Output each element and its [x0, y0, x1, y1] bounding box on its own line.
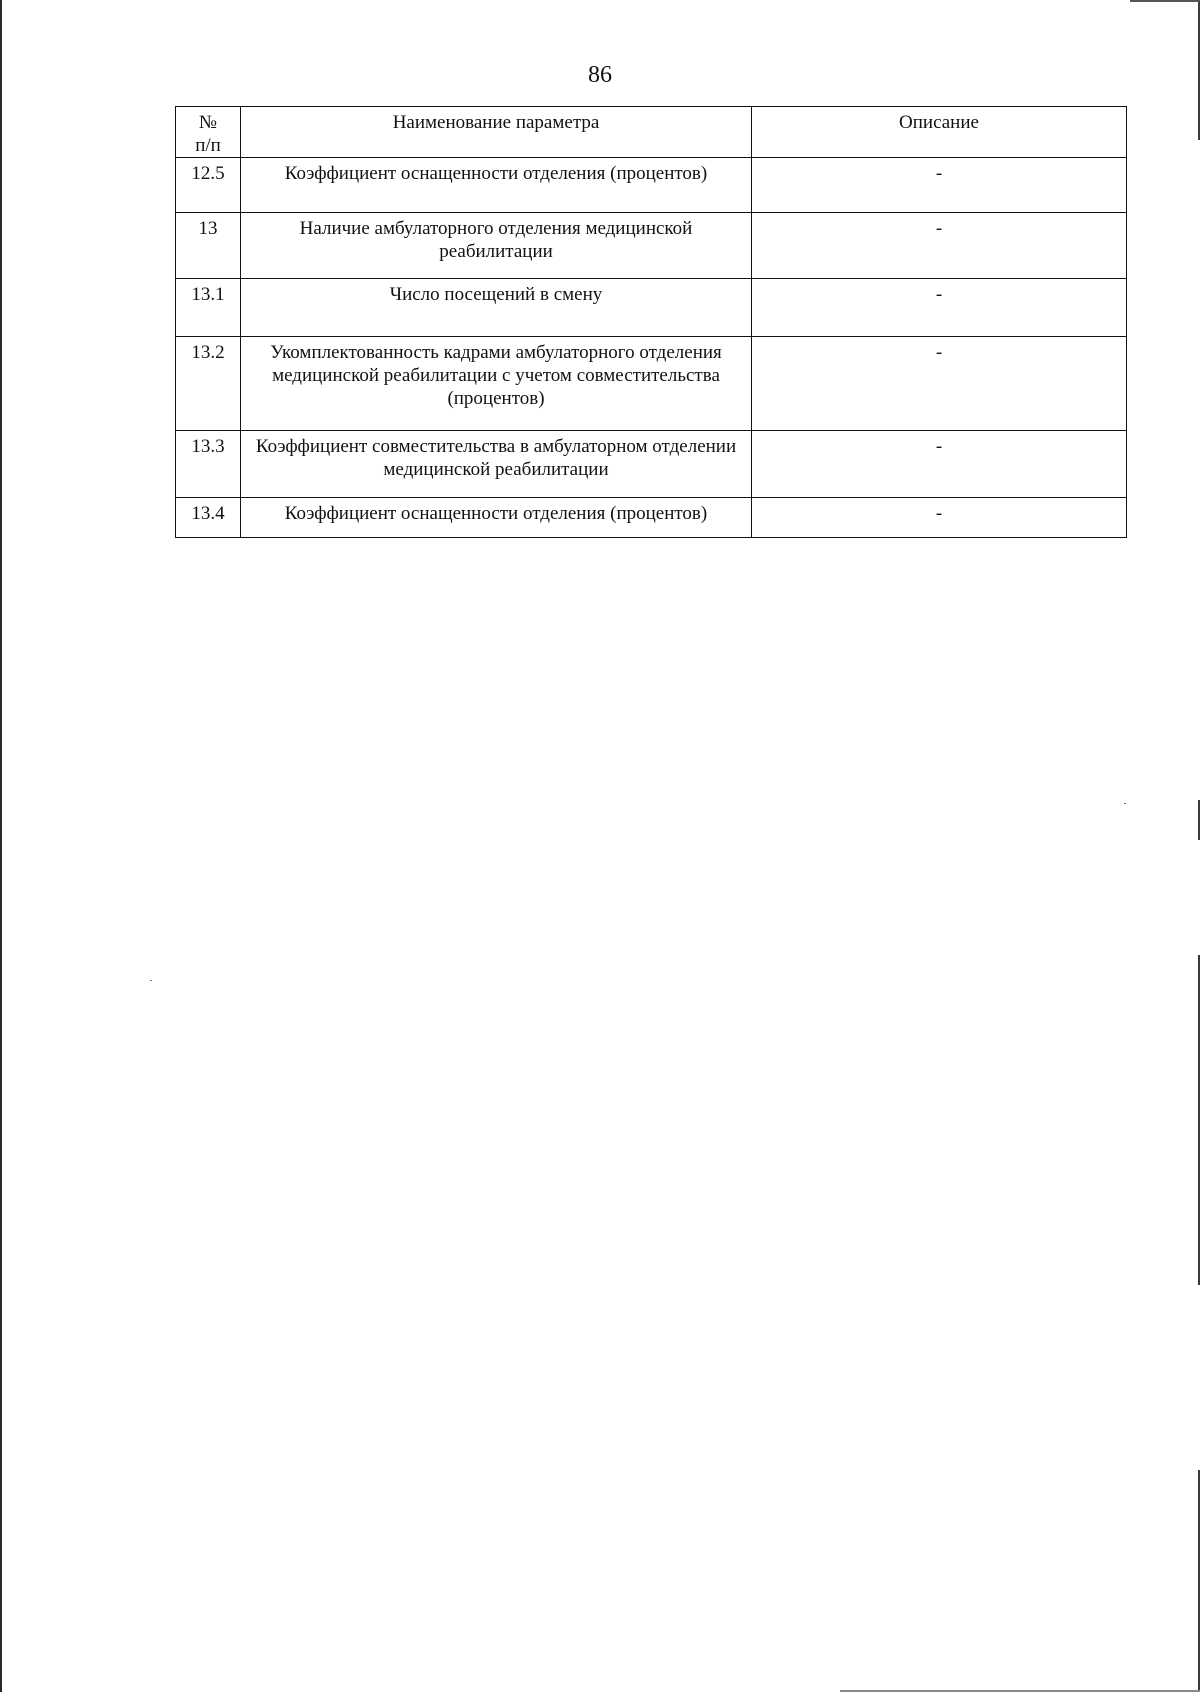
row-description: -: [752, 431, 1127, 498]
scan-speck: [150, 980, 152, 981]
row-description: -: [752, 337, 1127, 431]
table-row: [176, 431, 1127, 498]
header-number: № п/п: [176, 107, 241, 158]
row-description: -: [752, 498, 1127, 538]
header-description: Описание: [752, 107, 1127, 158]
row-name: Коэффициент совместительства в амбулаторном отделении медицинской реабилитации: [241, 431, 752, 498]
row-number: 13: [176, 213, 241, 279]
row-number: 13.4: [176, 498, 241, 538]
page-number: 86: [588, 62, 612, 88]
scan-edge-top: [1130, 0, 1200, 2]
row-number: 13.3: [176, 431, 241, 498]
row-name: Число посещений в смену: [241, 279, 752, 337]
row-description: -: [752, 158, 1127, 213]
row-number: 13.2: [176, 337, 241, 431]
table-row: [176, 158, 1127, 213]
table-row: [176, 279, 1127, 337]
row-number: 12.5: [176, 158, 241, 213]
scan-speck: [1124, 803, 1126, 804]
table-row: [176, 213, 1127, 279]
row-name: Наличие амбулаторного отделения медицинской реабилитации: [241, 213, 752, 279]
table-row: [176, 337, 1127, 431]
parameters-table: [175, 106, 1127, 538]
row-description: -: [752, 213, 1127, 279]
row-number: 13.1: [176, 279, 241, 337]
row-name: Укомплектованность кадрами амбулаторного отделения медицинской реабилитации с учетом совместительства (процентов): [241, 337, 752, 431]
header-name: Наименование параметра: [241, 107, 752, 158]
row-name: Коэффициент оснащенности отделения (процентов): [241, 158, 752, 213]
table-row: [176, 498, 1127, 538]
row-description: -: [752, 279, 1127, 337]
scan-edge-left: [0, 0, 2, 1692]
row-name: Коэффициент оснащенности отделения (процентов): [241, 498, 752, 538]
table-header-row: [176, 107, 1127, 158]
